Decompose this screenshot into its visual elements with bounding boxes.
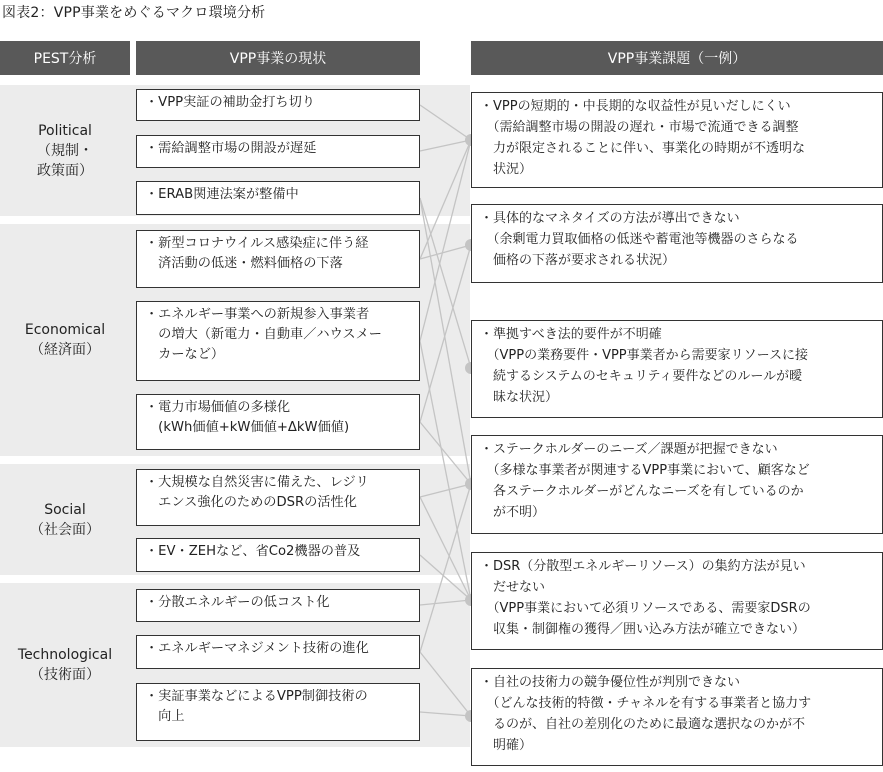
category-sub: （経済面） [30, 342, 100, 358]
status-box-5: ・エネルギー事業への新規参入事業者 の増大（新電力・自動車／ハウスメー カーなど） [136, 301, 420, 381]
category-technological [0, 583, 130, 747]
status-box-10: ・エネルギーマネジメント技術の進化 [136, 635, 420, 669]
issue-box-4: ・ステークホルダーのニーズ／課題が把握できない （多様な事業者が関連するVPP事業において、顧客など 各ステークホルダーがどんなニーズを有しているのか が不明） [471, 435, 883, 534]
issue-box-5: ・DSR（分散型エネルギーリソース）の集約方法が見い だせない （VPP事業において必須リソースである、需要家DSRの 収集・制御権の獲得／囲い込み方法が確立できない） [471, 552, 883, 650]
category-economical [0, 224, 130, 456]
category-label: Social [44, 501, 86, 518]
status-box-8: ・EV・ZEHなど、省Co2機器の普及 [136, 538, 420, 572]
category-label: Political [38, 122, 92, 139]
status-box-9: ・分散エネルギーの低コスト化 [136, 589, 420, 622]
header-current-status: VPP事業の現状 [136, 41, 420, 75]
category-political [0, 85, 130, 216]
header-pest: PEST分析 [0, 41, 130, 75]
status-box-6: ・電力市場価値の多様化 (kWh価値+kW価値+ΔkW価値) [136, 394, 420, 450]
category-sub: （社会面） [30, 521, 100, 538]
issue-box-2: ・具体的なマネタイズの方法が導出できない （余剰電力買取価格の低迷や蓄電池等機器のさらなる 価格の下落が要求される状況） [471, 204, 883, 283]
category-sub: （規制・ 政策面） [37, 142, 93, 179]
category-label: Economical [24, 322, 106, 338]
header-issues: VPP事業課題（一例） [471, 41, 883, 75]
status-box-1: ・VPP実証の補助金打ち切り [136, 89, 420, 121]
issue-box-6: ・自社の技術力の競争優位性が判別できない （どんな技術的特徴・チャネルを有する事業者と協力す るのが、自社の差別化のために最適な選択なのかが不 明確） [471, 668, 883, 766]
status-box-4: ・新型コロナウイルス感染症に伴う経 済活動の低迷・燃料価格の下落 [136, 230, 420, 288]
category-social [0, 464, 130, 575]
status-box-2: ・需給調整市場の開設が遅延 [136, 135, 420, 168]
status-box-3: ・ERAB関連法案が整備中 [136, 181, 420, 215]
figure-title: 図表2：VPP事業をめぐるマクロ環境分析 [2, 5, 266, 21]
category-sub: （技術面） [30, 667, 100, 683]
category-label: Technological [17, 647, 113, 663]
status-box-11: ・実証事業などによるVPP制御技術の 向上 [136, 683, 420, 741]
issue-box-1: ・VPPの短期的・中長期的な収益性が見いだしにくい （需給調整市場の開設の遅れ・市場で流通できる調整 力が限定されることに伴い、事業化の時期が不透明な 状況） [471, 92, 883, 188]
status-box-7: ・大規模な自然災害に備えた、レジリ エンス強化のためのDSRの活性化 [136, 469, 420, 526]
issue-box-3: ・準拠すべき法的要件が不明確 （VPPの業務要件・VPP事業者から需要家リソースに接 続するシステムのセキュリティ要件などのルールが曖 昧な状況） [471, 320, 883, 418]
